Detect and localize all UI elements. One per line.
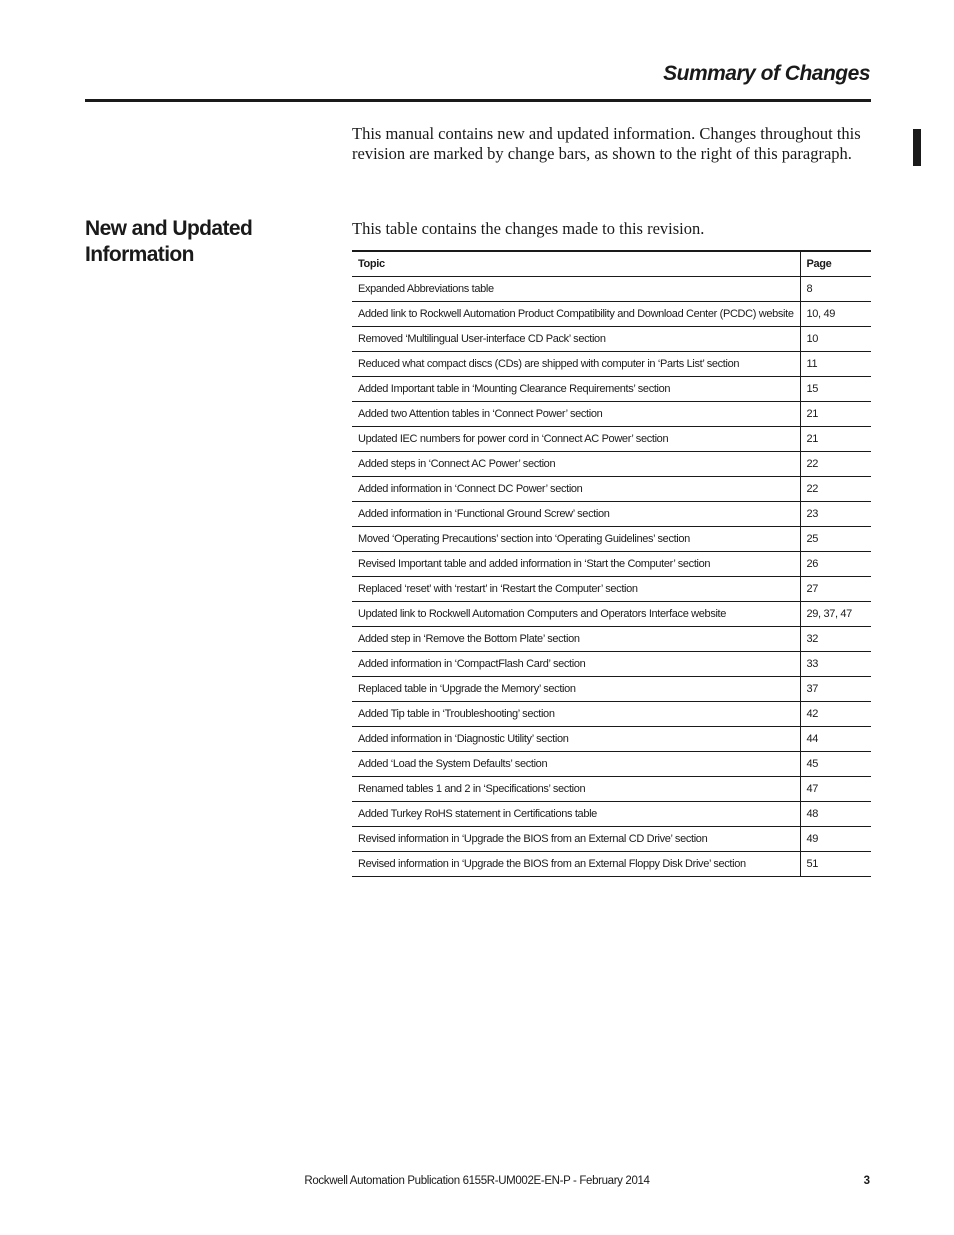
- page-cell: 27: [800, 577, 871, 602]
- topic-cell: Expanded Abbreviations table: [352, 277, 800, 302]
- topic-cell: Added information in ‘CompactFlash Card’ section: [352, 652, 800, 677]
- table-row: [352, 527, 871, 552]
- topic-cell: Revised information in ‘Upgrade the BIOS from an External Floppy Disk Drive’ section: [352, 852, 800, 877]
- table-body: [352, 277, 871, 877]
- topic-cell: Added two Attention tables in ‘Connect Power’ section: [352, 402, 800, 427]
- changes-table: [352, 250, 871, 877]
- page-cell: 21: [800, 427, 871, 452]
- table-row: [352, 277, 871, 302]
- table-row: [352, 677, 871, 702]
- topic-cell: Removed ‘Multilingual User-interface CD Pack’ section: [352, 327, 800, 352]
- topic-cell: Revised Important table and added information in ‘Start the Computer’ section: [352, 552, 800, 577]
- page-cell: 48: [800, 802, 871, 827]
- table-intro: This table contains the changes made to this revision.: [352, 219, 705, 238]
- change-bar: [913, 129, 921, 166]
- footer-page-number: 3: [863, 1175, 870, 1187]
- topic-cell: Added step in ‘Remove the Bottom Plate’ section: [352, 627, 800, 652]
- topic-cell: Added Important table in ‘Mounting Clearance Requirements’ section: [352, 377, 800, 402]
- table-row: [352, 752, 871, 777]
- table-row: [352, 652, 871, 677]
- page-cell: 10: [800, 327, 871, 352]
- table-row: [352, 377, 871, 402]
- table-row: [352, 427, 871, 452]
- topic-cell: Replaced table in ‘Upgrade the Memory’ section: [352, 677, 800, 702]
- topic-cell: Renamed tables 1 and 2 in ‘Specifications’ section: [352, 777, 800, 802]
- table-row: [352, 552, 871, 577]
- page-cell: 37: [800, 677, 871, 702]
- topic-cell: Revised information in ‘Upgrade the BIOS from an External CD Drive’ section: [352, 827, 800, 852]
- page-cell: 42: [800, 702, 871, 727]
- table-row: [352, 352, 871, 377]
- topic-cell: Updated IEC numbers for power cord in ‘Connect AC Power’ section: [352, 427, 800, 452]
- page-cell: 11: [800, 352, 871, 377]
- page-cell: 49: [800, 827, 871, 852]
- table-row: [352, 702, 871, 727]
- table-row: [352, 577, 871, 602]
- table-row: [352, 802, 871, 827]
- page-cell: 44: [800, 727, 871, 752]
- page-cell: 8: [800, 277, 871, 302]
- topic-cell: Added Tip table in ‘Troubleshooting’ section: [352, 702, 800, 727]
- page-cell: 29, 37, 47: [800, 602, 871, 627]
- page-cell: 21: [800, 402, 871, 427]
- page-cell: 26: [800, 552, 871, 577]
- column-header-topic: Topic: [352, 251, 800, 277]
- topic-cell: Updated link to Rockwell Automation Computers and Operators Interface website: [352, 602, 800, 627]
- page-title: Summary of Changes: [663, 62, 870, 85]
- table-row: [352, 827, 871, 852]
- page-cell: 10, 49: [800, 302, 871, 327]
- topic-cell: Reduced what compact discs (CDs) are shipped with computer in ‘Parts List’ section: [352, 352, 800, 377]
- table-row: [352, 477, 871, 502]
- topic-cell: Added steps in ‘Connect AC Power’ section: [352, 452, 800, 477]
- page-cell: 32: [800, 627, 871, 652]
- topic-cell: Moved ‘Operating Precautions’ section into ‘Operating Guidelines’ section: [352, 527, 800, 552]
- page-cell: 45: [800, 752, 871, 777]
- topic-cell: Added link to Rockwell Automation Product Compatibility and Download Center (PCDC) website: [352, 302, 800, 327]
- page-cell: 22: [800, 477, 871, 502]
- table-row: [352, 302, 871, 327]
- page-cell: 33: [800, 652, 871, 677]
- title-rule: [85, 99, 871, 102]
- table-row: [352, 602, 871, 627]
- page-cell: 51: [800, 852, 871, 877]
- topic-cell: Added information in ‘Functional Ground Screw’ section: [352, 502, 800, 527]
- topic-cell: Added information in ‘Diagnostic Utility’ section: [352, 727, 800, 752]
- topic-cell: Added Turkey RoHS statement in Certifications table: [352, 802, 800, 827]
- table-row: [352, 727, 871, 752]
- page-cell: 15: [800, 377, 871, 402]
- column-header-page: Page: [800, 251, 871, 277]
- table-row: [352, 627, 871, 652]
- page-cell: 25: [800, 527, 871, 552]
- topic-cell: Added information in ‘Connect DC Power’ section: [352, 477, 800, 502]
- page-cell: 22: [800, 452, 871, 477]
- topic-cell: Added ‘Load the System Defaults’ section: [352, 752, 800, 777]
- page-cell: 23: [800, 502, 871, 527]
- footer-publication: Rockwell Automation Publication 6155R-UM002E-EN-P - February 2014: [304, 1175, 650, 1187]
- table-row: [352, 852, 871, 877]
- table-row: [352, 777, 871, 802]
- table-row: [352, 327, 871, 352]
- table-row: [352, 402, 871, 427]
- page-cell: 47: [800, 777, 871, 802]
- intro-paragraph: This manual contains new and updated information. Changes throughout this revision are marked by change bars, as shown to the right of this paragraph.: [352, 124, 861, 163]
- table-row: [352, 452, 871, 477]
- section-heading: New and Updated Information: [85, 217, 253, 266]
- table-row: [352, 502, 871, 527]
- table-header-row: [352, 251, 871, 277]
- topic-cell: Replaced ‘reset’ with ‘restart’ in ‘Restart the Computer’ section: [352, 577, 800, 602]
